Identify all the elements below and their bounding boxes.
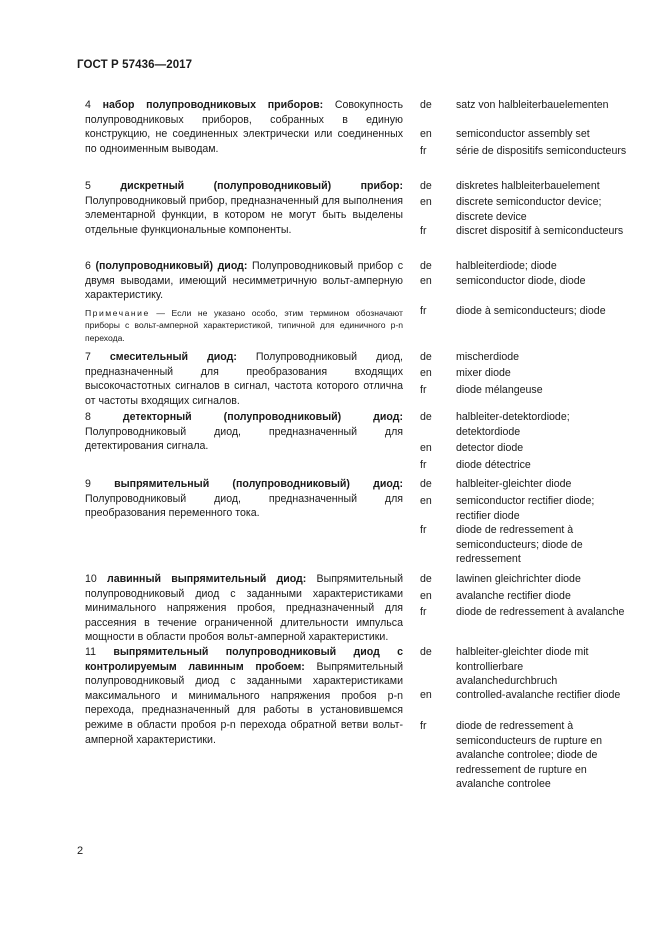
term-entry-11 xyxy=(85,645,403,747)
translation-text: mischerdiode xyxy=(456,351,520,363)
term-entry-7 xyxy=(85,350,403,408)
translation-text: halbleiter-gleichter diode mit kontrollierbare avalanchedurchbruch xyxy=(456,646,589,688)
lang-code: en xyxy=(420,128,432,140)
lang-code: fr xyxy=(420,384,427,396)
term-number: 8 xyxy=(85,411,91,423)
lang-code: en xyxy=(420,689,432,701)
lang-code: de xyxy=(420,478,432,490)
translation-text: mixer diode xyxy=(456,367,511,379)
lang-code: de xyxy=(420,573,432,585)
lang-code: fr xyxy=(420,225,427,237)
lang-code: en xyxy=(420,442,432,454)
term-number: 7 xyxy=(85,351,91,363)
term-number: 6 xyxy=(85,260,91,272)
translation-text: halbleiter-detektordiode; detektordiode xyxy=(456,411,570,438)
term-number: 9 xyxy=(85,478,91,490)
translation-text: controlled-avalanche rectifier diode xyxy=(456,689,621,701)
lang-code: fr xyxy=(420,720,427,732)
lang-code: fr xyxy=(420,459,427,471)
term-title: дискретный (полупроводниковый) прибор: xyxy=(120,180,403,192)
lang-code: de xyxy=(420,646,432,658)
lang-code: de xyxy=(420,180,432,192)
lang-code: fr xyxy=(420,606,427,618)
note-text: — Если не указано особо, этим термином обозначают приборы с вольт-амперной характеристикой, типичной для единичного p-n перехода. xyxy=(85,308,403,343)
note-label: Примечание xyxy=(85,308,150,318)
translation-text: halbleiter-gleichter diode xyxy=(456,478,572,490)
note xyxy=(85,307,403,344)
term-title: лавинный выпрямительный диод: xyxy=(107,573,307,585)
lang-code: en xyxy=(420,275,432,287)
term-title: смесительный диод: xyxy=(109,351,237,363)
translation-text: diode détectrice xyxy=(456,459,531,471)
term-definition: Полупроводниковый прибор с двумя выводами, имеющий несимметричную вольт-амперную характеристику. xyxy=(85,260,404,302)
translation-text: diode de redressement à semiconducteurs de rupture en avalanche controlee; diode de redressement de rupture en avalanche controlee xyxy=(456,720,603,791)
term-title: детекторный (полупроводниковый) диод: xyxy=(122,411,403,423)
translation-text: satz von halbleiterbauelementen xyxy=(456,99,609,111)
lang-code: en xyxy=(420,590,432,602)
term-number: 11 xyxy=(85,646,96,658)
term-definition: Выпрямительный полупроводниковый диод с заданными характеристиками минимального напряжения пробоя, предназначенный для рассеяния в течение ограниченной длительности импульса мощности в области пробоя вольт-амперной характеристики. xyxy=(85,573,403,644)
term-definition: Полупроводниковый прибор, предназначенный для выполнения элементарной функции, в котором не могут быть выделены отдельные функциональные компоненты. xyxy=(85,194,403,236)
translation-text: diode de redressement à semiconducteurs; diode de redressement xyxy=(456,524,583,566)
term-entry-5 xyxy=(85,179,403,237)
term-title: выпрямительный (полупроводниковый) диод: xyxy=(114,478,403,490)
term-definition: Полупроводниковый диод, предназначенный для преобразования переменного тока. xyxy=(85,492,403,520)
translation-text: diode mélangeuse xyxy=(456,384,543,396)
translation-text: semiconductor rectifier diode; rectifier diode xyxy=(456,495,595,522)
term-number: 10 xyxy=(85,573,97,585)
translation-text: lawinen gleichrichter diode xyxy=(456,573,581,585)
lang-code: fr xyxy=(420,305,427,317)
lang-code: fr xyxy=(420,524,427,536)
lang-code: de xyxy=(420,99,432,111)
term-entry-10 xyxy=(85,572,403,645)
term-definition: Полупроводниковый диод, предназначенный для преобразования входящих высокочастотных сигналов в сигнал, частота которого отлична от частоты входящих сигналов. xyxy=(85,351,403,407)
term-entry-4 xyxy=(85,98,403,156)
lang-code: en xyxy=(420,367,432,379)
term-entry-6 xyxy=(85,259,403,303)
term-title: выпрямительный полупроводниковый диод с контролируемым лавинным пробоем: xyxy=(85,646,403,673)
translation-text: semiconductor assembly set xyxy=(456,128,590,140)
term-number: 5 xyxy=(85,180,91,192)
translation-text: detector diode xyxy=(456,442,524,454)
translation-text: discret dispositif à semiconducteurs xyxy=(456,225,624,237)
lang-code: de xyxy=(420,260,432,272)
page-number: 2 xyxy=(77,845,84,857)
term-definition: Совокупность полупроводниковых приборов, собранных в единую конструкцию, не соединенных электрически или соединенных по одноименным выводам. xyxy=(85,99,403,155)
term-number: 4 xyxy=(85,99,91,111)
lang-code: en xyxy=(420,196,432,208)
term-definition: Полупроводниковый диод, предназначенный для детектирования сигнала. xyxy=(85,425,403,453)
term-title: (полупроводниковый) диод: xyxy=(95,260,248,272)
term-entry-8 xyxy=(85,410,403,454)
lang-code: fr xyxy=(420,145,427,157)
translation-text: diode à semiconducteurs; diode xyxy=(456,305,606,317)
lang-code: de xyxy=(420,411,432,423)
translation-text: halbleiterdiode; diode xyxy=(456,260,557,272)
translation-text: diode de redressement à avalanche xyxy=(456,606,625,618)
document-header: ГОСТ Р 57436—2017 xyxy=(77,59,193,71)
lang-code: de xyxy=(420,351,432,363)
translation-text: diskretes halbleiterbauelement xyxy=(456,180,600,192)
term-entry-9 xyxy=(85,477,403,521)
lang-code: en xyxy=(420,495,432,507)
term-title: набор полупроводниковых приборов: xyxy=(102,99,324,111)
term-definition: Выпрямительный полупроводниковый диод с заданными характеристиками максимального и минимального напряжения пробоя p-n перехода, предназначенный для работы в установившемся режиме в области пробоя p-n перехода обратной ветви вольт-амперной характеристики. xyxy=(85,660,403,746)
translation-text: avalanche rectifier diode xyxy=(456,590,571,602)
translation-text: série de dispositifs semiconducteurs xyxy=(456,145,627,157)
translation-text: discrete semiconductor device; discrete device xyxy=(456,196,602,223)
translation-text: semiconductor diode, diode xyxy=(456,275,586,287)
